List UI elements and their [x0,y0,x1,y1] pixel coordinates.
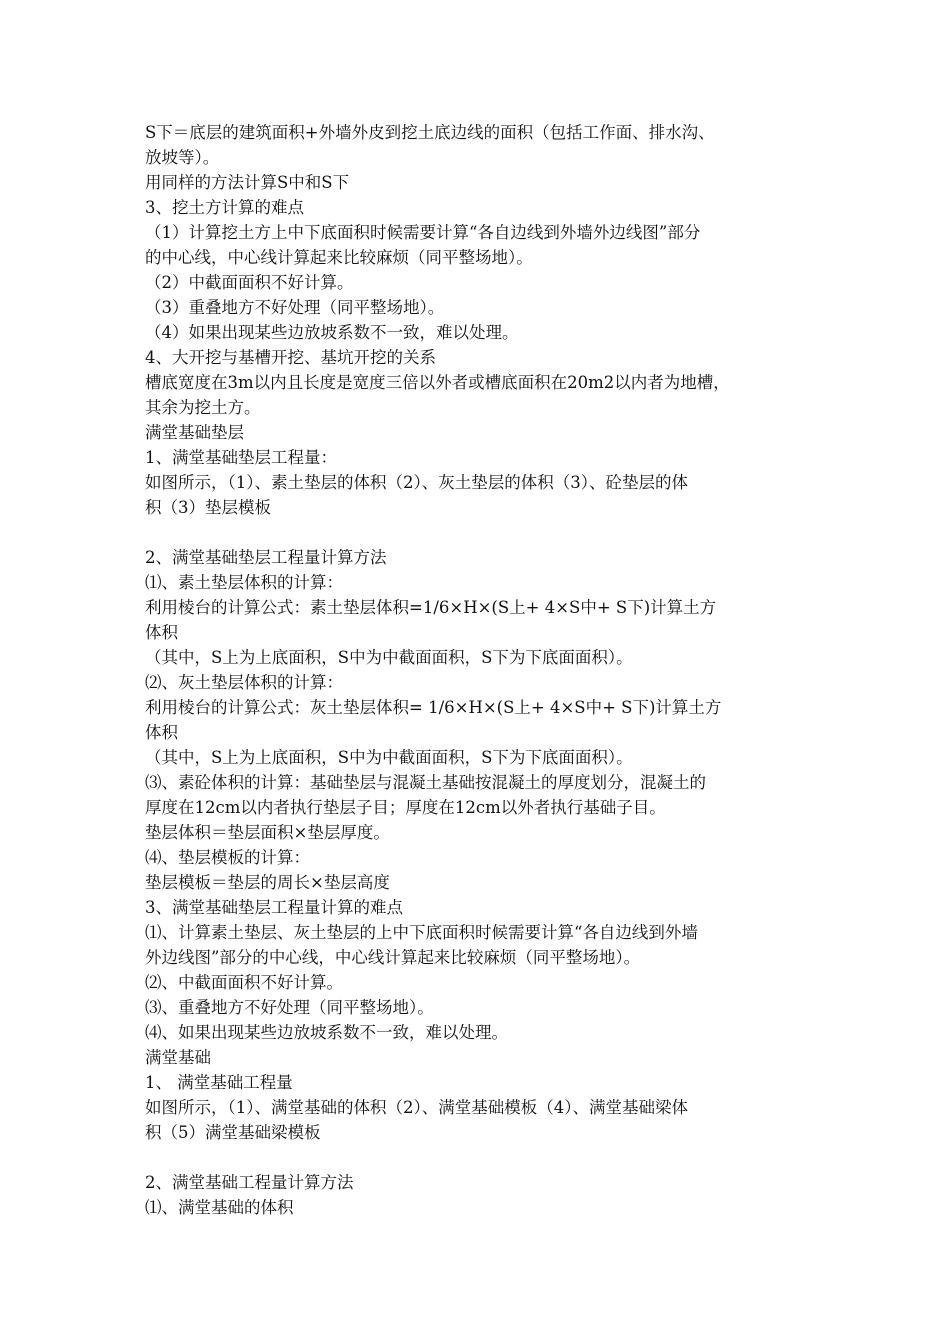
text-line: 4、大开挖与基槽开挖、基坑开挖的关系 [145,348,436,367]
blank-line [145,520,810,545]
text-line: ⑷、垫层模板的计算： [145,848,310,867]
text-line: 满堂基础垫层 [145,423,244,442]
text-line: S下＝底层的建筑面积+外墙外皮到挖土底边线的面积（包括工作面、排水沟、 [145,123,715,142]
text-line: 3、挖土方计算的难点 [145,198,304,217]
text-line: 2、满堂基础垫层工程量计算方法 [145,548,387,567]
text-line: ⑵、灰土垫层体积的计算： [145,673,343,692]
text-line: 垫层体积＝垫层面积×垫层厚度。 [145,823,390,842]
text-line: 其余为挖土方。 [145,398,261,417]
text-line: 垫层模板＝垫层的周长×垫层高度 [145,873,390,892]
text-line: ⑴、素土垫层体积的计算： [145,573,343,592]
text-line: 1、满堂基础垫层工程量： [145,448,337,467]
text-line: （其中，S上为上底面积，S中为中截面面积，S下为下底面面积）。 [145,648,633,667]
text-line: 槽底宽度在3m以内且长度是宽度三倍以外者或槽底面积在20m2以内者为地槽， [145,373,730,392]
text-line: 如图所示，（1）、素土垫层的体积（2）、灰土垫层的体积（3）、砼垫层的体 [145,473,688,492]
text-line: （3）重叠地方不好处理（同平整场地）。 [145,298,445,317]
text-line: 的中心线，中心线计算起来比较麻烦（同平整场地）。 [145,248,533,267]
document-body [145,120,810,1220]
text-line: 用同样的方法计算S中和S下 [145,173,350,192]
text-line: ⑶、重叠地方不好处理（同平整场地）。 [145,998,434,1017]
text-line: 2、满堂基础工程量计算方法 [145,1173,354,1192]
text-line: 放坡等）。 [145,148,220,167]
text-line: 1、 满堂基础工程量 [145,1073,293,1092]
text-line: ⑷、如果出现某些边放坡系数不一致，难以处理。 [145,1023,508,1042]
text-line: 体积 [145,623,178,642]
text-line: ⑴、满堂基础的体积 [145,1198,294,1217]
text-line: 体积 [145,723,178,742]
text-line: 积（5）满堂基础梁模板 [145,1123,321,1142]
text-line: 利用棱台的计算公式：灰土垫层体积= 1/6×H×(S上+ 4×S中+ S下)计算土方 [145,698,722,717]
text-line: 积（3）垫层模板 [145,498,271,517]
text-line: （其中，S上为上底面积，S中为中截面面积，S下为下底面面积）。 [145,748,633,767]
text-line: 厚度在12cm以内者执行垫层子目；厚度在12cm以外者执行基础子目。 [145,798,666,817]
text-line: （1）计算挖土方上中下底面积时候需要计算“各自边线到外墙外边线图”部分 [145,223,701,242]
text-line: 如图所示，（1）、满堂基础的体积（2）、满堂基础模板（4）、满堂基础梁体 [145,1098,688,1117]
text-line: 3、满堂基础垫层工程量计算的难点 [145,898,403,917]
text-line: 满堂基础 [145,1048,211,1067]
text-line: （4）如果出现某些边放坡系数不一致，难以处理。 [145,323,519,342]
text-line: ⑴、计算素土垫层、灰土垫层的上中下底面积时候需要计算“各自边线到外墙 [145,923,698,942]
text-line: （2）中截面面积不好计算。 [145,273,354,292]
text-line: 利用棱台的计算公式：素土垫层体积=1/6×H×(S上+ 4×S中+ S下)计算土方 [145,598,717,617]
text-line: ⑶、素砼体积的计算：基础垫层与混凝土基础按混凝土的厚度划分，混凝土的 [145,773,706,792]
blank-line [145,1145,810,1170]
text-line: 外边线图”部分的中心线，中心线计算起来比较麻烦（同平整场地）。 [145,948,641,967]
text-line: ⑵、中截面面积不好计算。 [145,973,343,992]
